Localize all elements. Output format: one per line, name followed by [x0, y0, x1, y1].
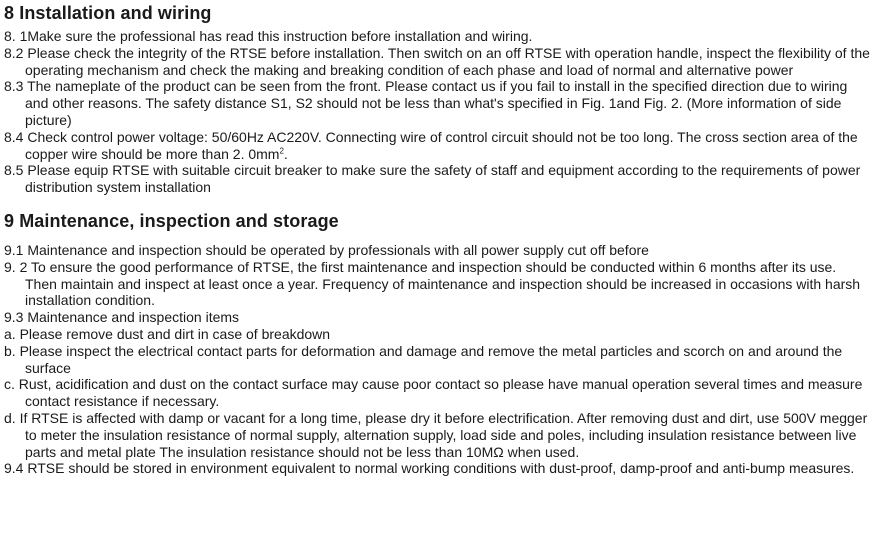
item-9-3-a: a. Please remove dust and dirt in case of breakdown — [4, 325, 331, 342]
item-8-4 — [4, 129, 870, 163]
item-8-4-text: 8.4 Check control power voltage: 50/60Hz AC220V. Connecting wire of control circuit should not be too long. The cross section area of the copper wire should be more than 2. 0mm — [4, 128, 858, 162]
item-9-2: 9. 2 To ensure the good performance of RTSE, the first maintenance and inspection should be conducted within 6 months after its use. Then maintain and inspect at least once a year. Frequency of maintenance and inspection should be increased in occasions with harsh installation condition. — [4, 258, 861, 309]
item-8-3: 8.3 The nameplate of the product can be seen from the front. Please contact us if you fail to install in the specified direction due to wiring and other reasons. The safety distance S1, S2 should not be less than what's specified in Fig. 1and Fig. 2. (More information of side picture) — [4, 78, 848, 128]
item-8-2: 8.2 Please check the integrity of the RTSE before installation. Then switch on an off RTSE with operation handle, inspect the flexibility of the operating mechanism and check the making and breaking condition of each phase and load of normal and alternative power — [4, 44, 870, 78]
section-9-list — [4, 242, 870, 477]
section-9-heading: 9 Maintenance, inspection and storage — [4, 210, 339, 231]
item-9-1: 9.1 Maintenance and inspection should be operated by professionals with all power supply cut off before — [4, 241, 649, 258]
document-page — [4, 0, 870, 477]
item-8-4-superscript: 2 — [279, 145, 284, 155]
section-8-heading: 8 Installation and wiring — [4, 3, 212, 23]
item-8-5: 8.5 Please equip RTSE with suitable circuit breaker to make sure the safety of staff and equipment according to the requirements of power distribution system installation — [4, 162, 861, 196]
item-9-3-d: d. If RTSE is affected with damp or vacant for a long time, please dry it before electrification. After removing dust and dirt, use 500V megger to meter the insulation resistance of normal supply, alternation supply, load side and poles, including insulation resistance between live parts and metal plate The insulation resistance should not be less than 10MΩ when used. — [4, 409, 868, 460]
item-9-3-c: c. Rust, acidification and dust on the contact surface may cause poor contact so please have manual operation several times and measure contact resistance if necessary. — [4, 376, 863, 410]
item-9-3: 9.3 Maintenance and inspection items — [4, 309, 240, 326]
item-9-4: 9.4 RTSE should be stored in environment equivalent to normal working conditions with dust-proof, damp-proof and anti-bump measures. — [4, 460, 855, 477]
section-8-list — [4, 28, 870, 196]
item-8-4-period: . — [283, 145, 288, 162]
item-9-3-b: b. Please inspect the electrical contact parts for deformation and damage and remove the metal particles and scorch on and around the surface — [4, 342, 843, 376]
item-8-1: 8. 1Make sure the professional has read this instruction before installation and wiring. — [4, 28, 533, 44]
